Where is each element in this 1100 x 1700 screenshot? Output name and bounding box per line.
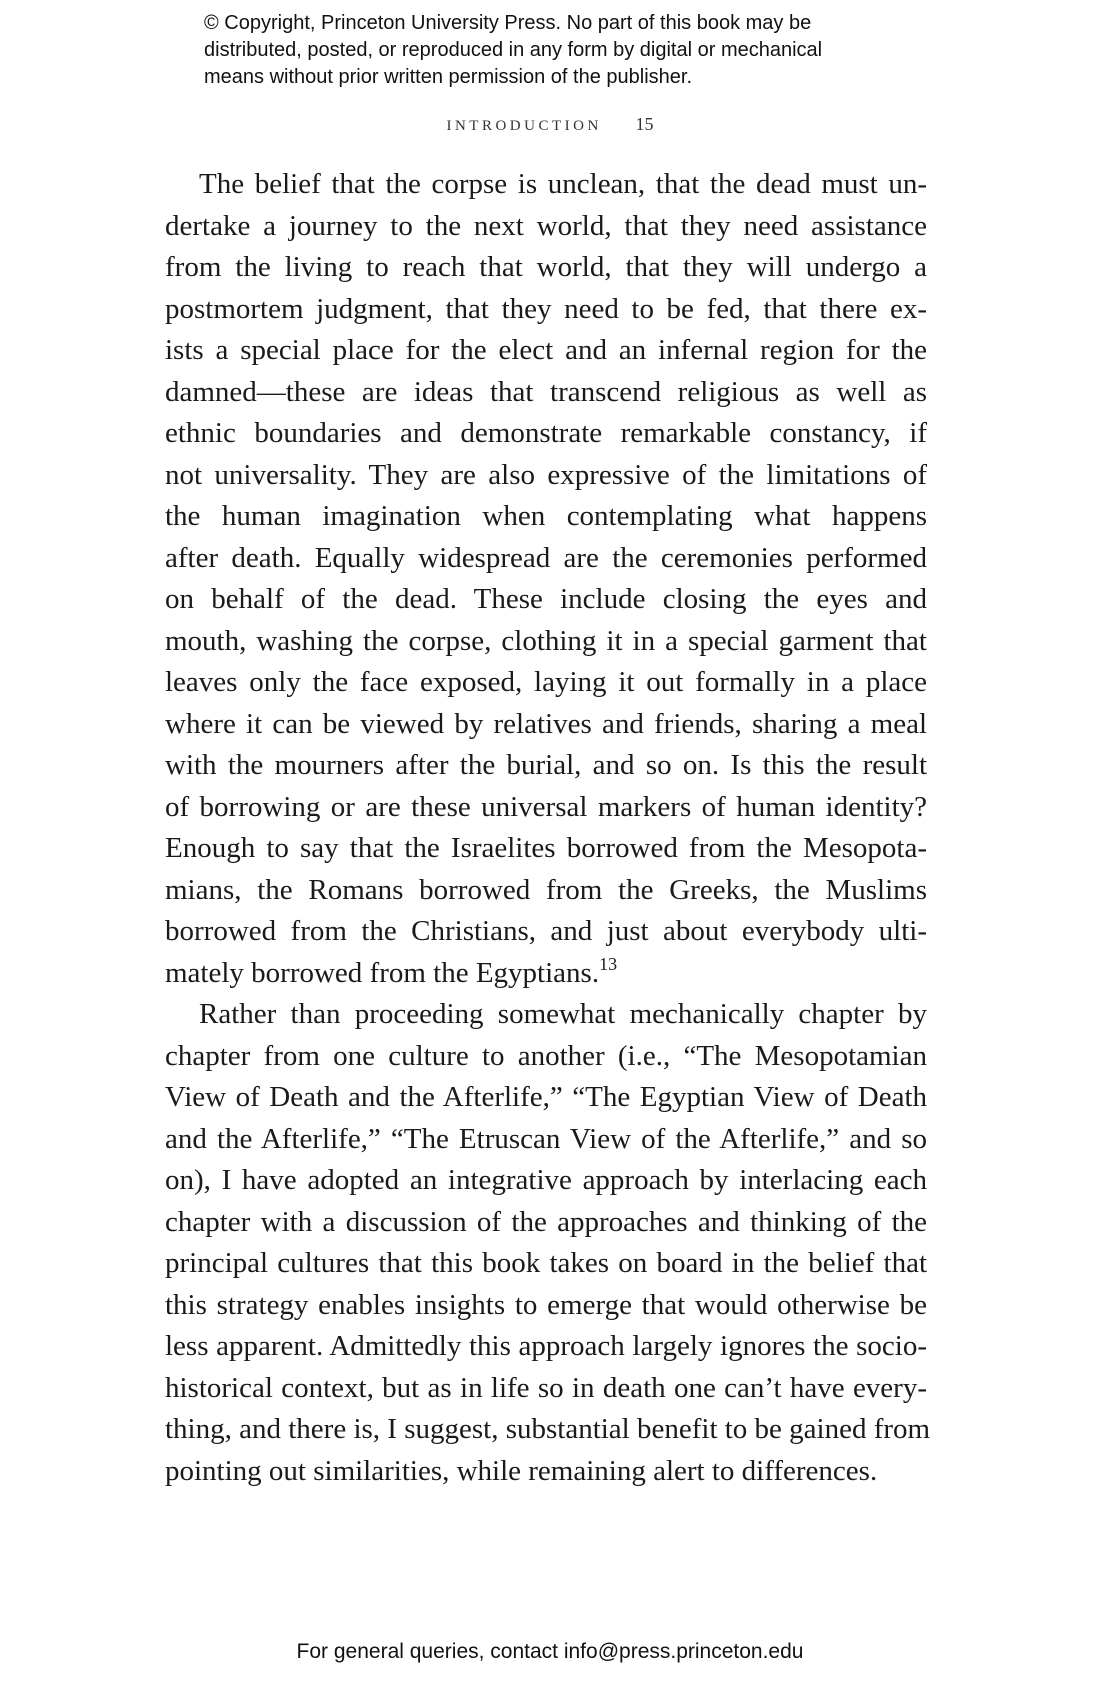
text-line: of borrowing or are these universal markers of human identity? (165, 790, 927, 823)
running-head (0, 114, 1100, 135)
text-line: historical context, but as in life so in death one can’t have every- (165, 1371, 927, 1404)
text-line: on behalf of the dead. These include closing the eyes and (165, 583, 927, 615)
text-line: Enough to say that the Israelites borrowed from the Mesopota- (165, 832, 927, 864)
footnote-ref[interactable]: 13 (599, 953, 618, 974)
text-line: chapter from one culture to another (i.e., “The Mesopotamian (165, 1039, 927, 1072)
text-line: The belief that the corpse is unclean, that the dead must un- (199, 168, 927, 200)
paragraph-2 (165, 994, 931, 1492)
text-line: pointing out similarities, while remaining alert to differences. (165, 1454, 878, 1487)
footer-contact: For general queries, contact info@press.princeton.edu (296, 1640, 804, 1663)
text-line: from the living to reach that world, that they will undergo a (165, 251, 927, 283)
copyright-line: distributed, posted, or reproduced in any form by digital or mechanical (204, 39, 823, 61)
text-line: borrowed from the Christians, and just about everybody ulti- (165, 915, 927, 947)
text-line: chapter with a discussion of the approaches and thinking of the (165, 1205, 927, 1238)
text-line: and the Afterlife,” “The Etruscan View of the Afterlife,” and so (165, 1122, 927, 1155)
text-line: damned—these are ideas that transcend religious as well as (165, 375, 927, 408)
text-line: principal cultures that this book takes on board in the belief that (165, 1247, 927, 1279)
copyright-line: © Copyright, Princeton University Press. No part of this book may be (204, 12, 812, 34)
text-line: mouth, washing the corpse, clothing it in a special garment that (165, 624, 927, 657)
text-line: View of Death and the Afterlife,” “The Egyptian View of Death (165, 1081, 927, 1113)
text-line: where it can be viewed by relatives and friends, sharing a meal (165, 707, 927, 740)
text-line: less apparent. Admittedly this approach largely ignores the socio- (165, 1330, 927, 1362)
text-line: ethnic boundaries and demonstrate remarkable constancy, if (165, 417, 927, 449)
text-line: mians, the Romans borrowed from the Greeks, the Muslims (165, 873, 927, 906)
page-number: 15 (635, 114, 654, 134)
paragraph-1 (165, 164, 927, 994)
copyright-notice (204, 10, 964, 91)
running-head-title: INTRODUCTION (446, 118, 602, 134)
text-line: not universality. They are also expressive of the limitations of (165, 458, 927, 491)
text-line: mately borrowed from the Egyptians. (165, 956, 600, 989)
text-line: postmortem judgment, that they need to be fed, that there ex- (165, 292, 927, 325)
text-line: thing, and there is, I suggest, substantial benefit to be gained from (165, 1413, 931, 1445)
text-line: ists a special place for the elect and an infernal region for the (165, 334, 927, 366)
text-line: with the mourners after the burial, and so on. Is this the result (165, 749, 927, 781)
text-line: Rather than proceeding somewhat mechanically chapter by (199, 998, 927, 1030)
text-line-last (165, 953, 927, 995)
text-line: the human imagination when contemplating what happens (165, 500, 927, 532)
body-text (165, 164, 931, 1492)
text-line: on), I have adopted an integrative approach by interlacing each (165, 1164, 927, 1196)
copyright-line: means without prior written permission of the publisher. (204, 66, 693, 88)
text-line: this strategy enables insights to emerge that would otherwise be (165, 1288, 927, 1321)
text-line: leaves only the face exposed, laying it out formally in a place (165, 666, 927, 698)
text-line: after death. Equally widespread are the ceremonies performed (165, 541, 927, 574)
text-line: dertake a journey to the next world, that they need assistance (165, 209, 927, 242)
